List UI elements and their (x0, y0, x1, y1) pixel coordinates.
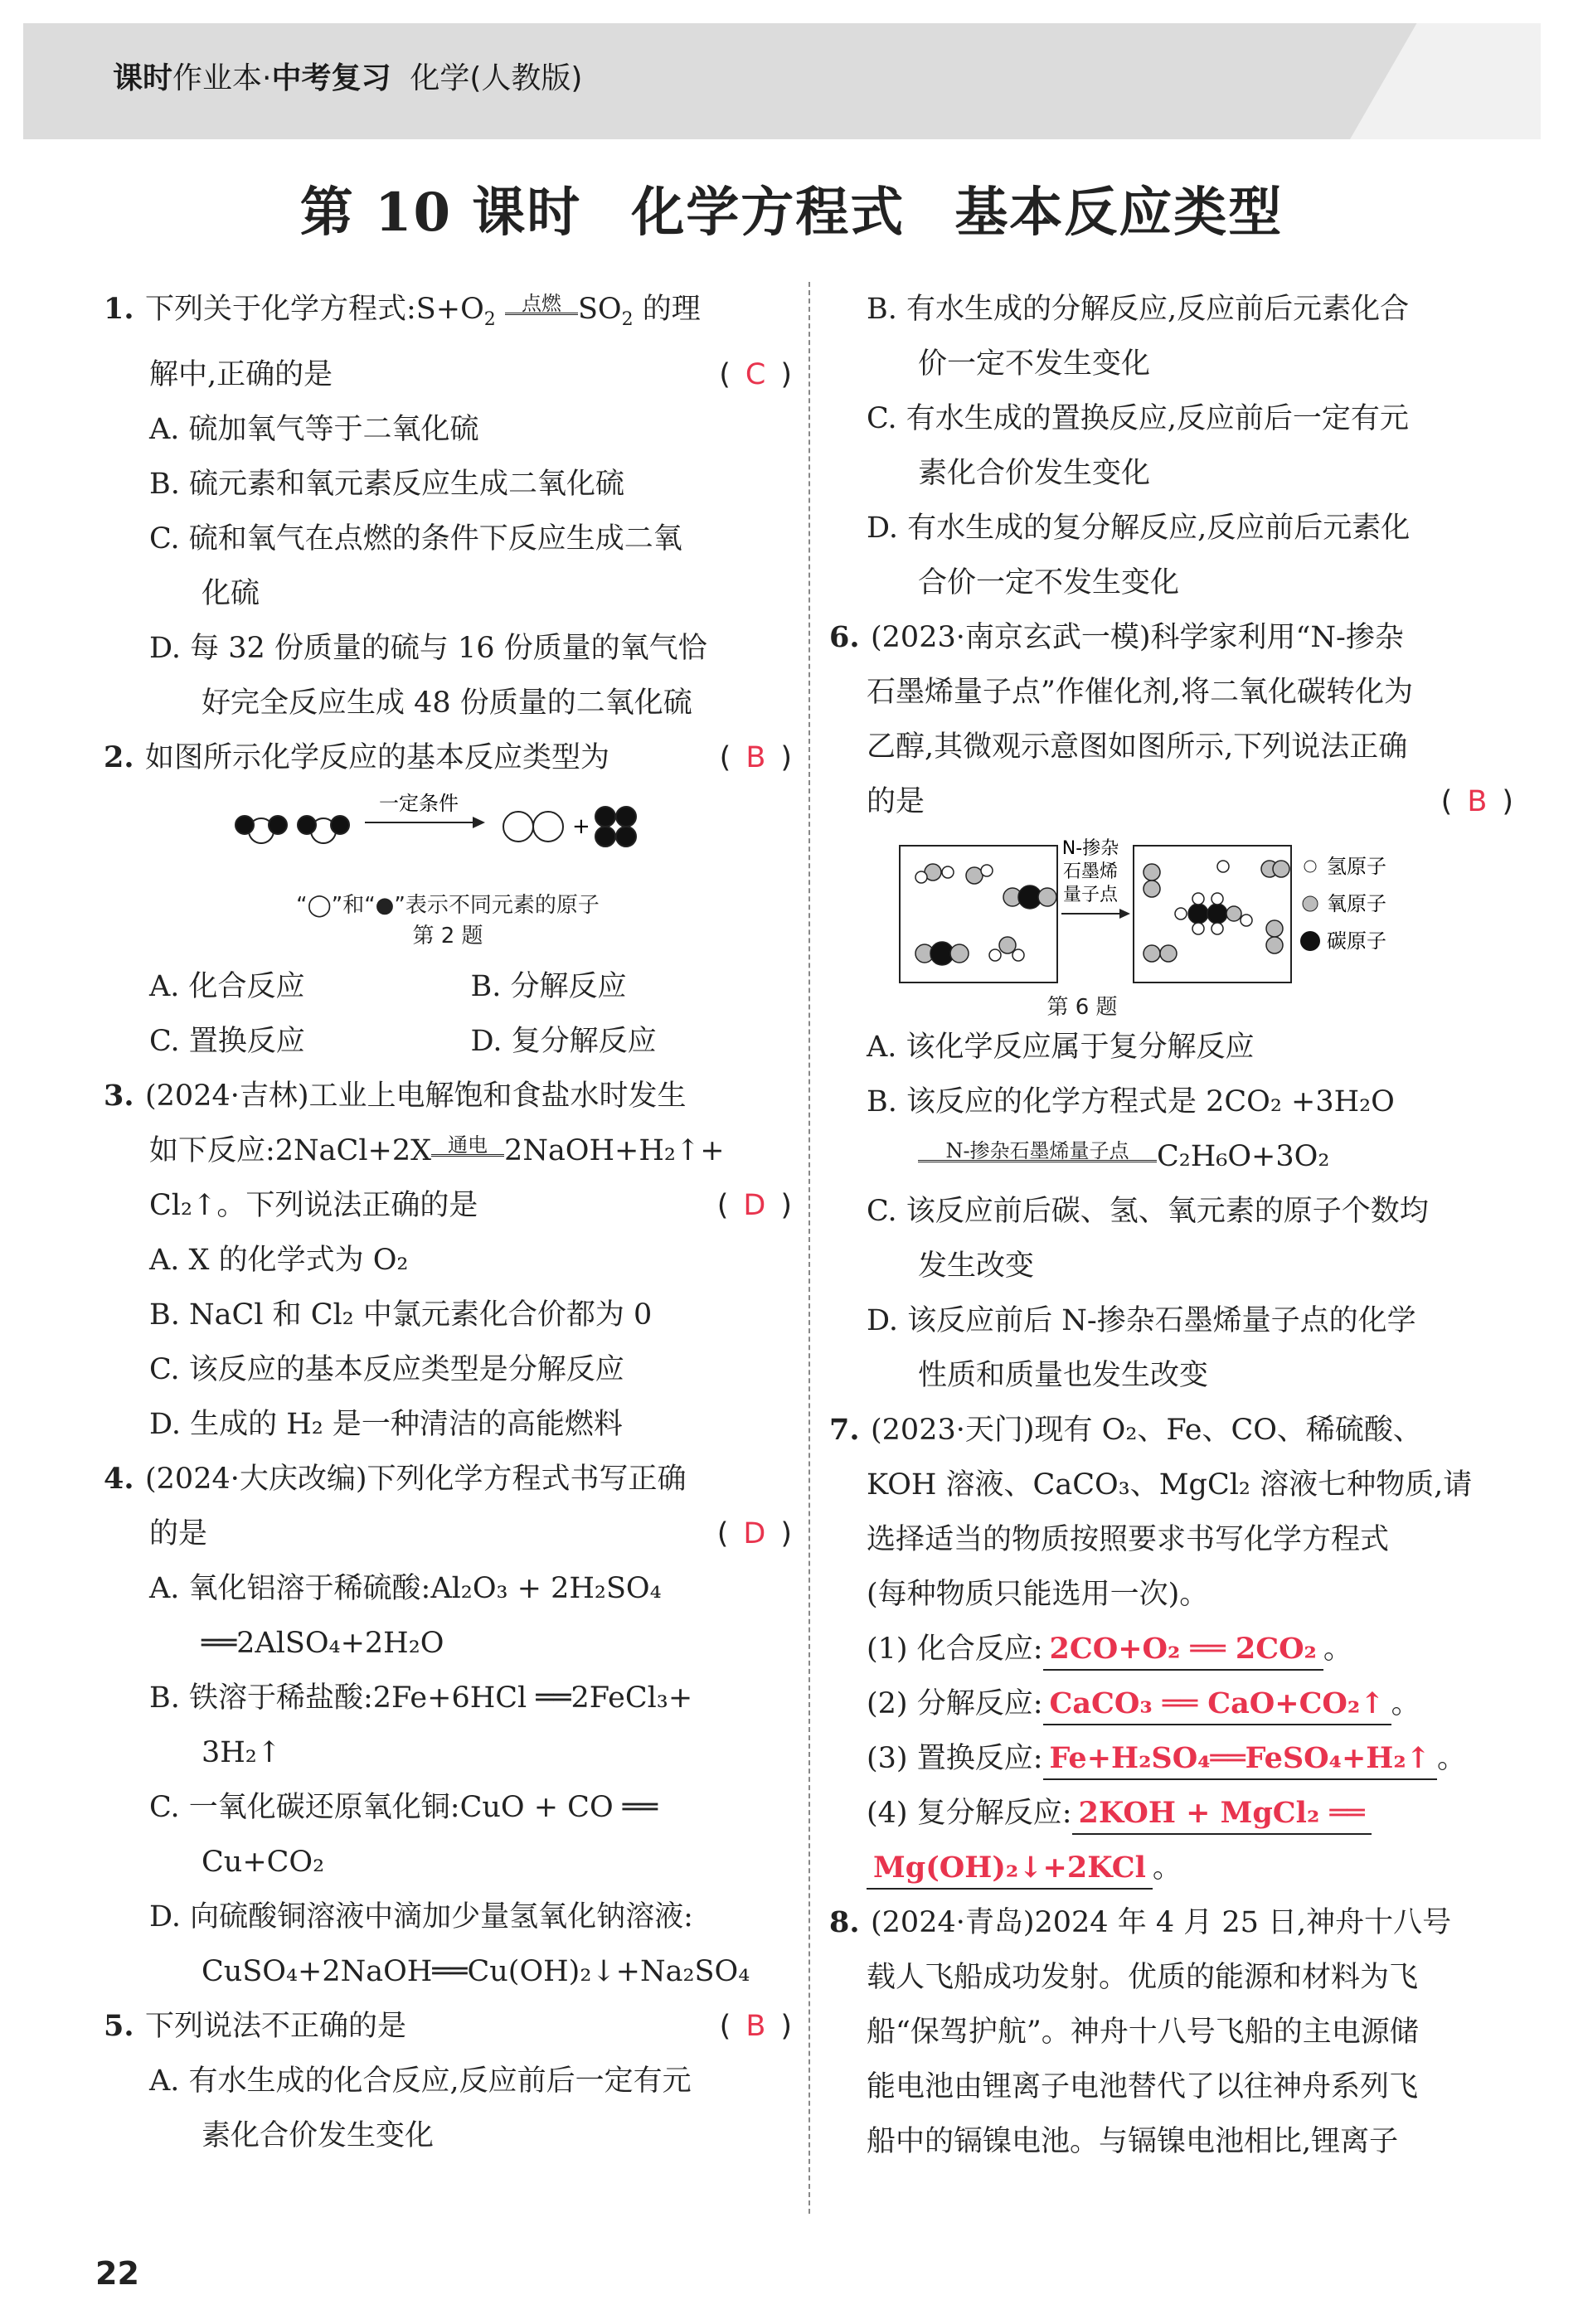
question-3-stem: 3. (2024·吉林)工业上电解饱和食盐水时发生 (104, 1079, 687, 1113)
answer-7-3: Fe+H₂SO₄══FeSO₄+H₂↑ (1043, 1739, 1438, 1780)
option: D. 每 32 份质量的硫与 16 份质量的氧气恰 (149, 632, 707, 665)
product-molecules (503, 807, 636, 847)
question-5-stem: 5. 下列说法不正确的是 ( B ) (104, 1999, 792, 2054)
question-2-stem: 2. 如图所示化学反应的基本反应类型为 ( B ) (104, 730, 792, 785)
question-1-stem: 1. 下列关于化学方程式$:S+O_2$ 点燃 $SO_2$ 的理 (104, 292, 701, 330)
answer-2: ( B ) (719, 741, 792, 774)
figure-2-caption: 第 2 题 (412, 924, 483, 949)
answer-3: ( D ) (716, 1189, 792, 1222)
figure-2-legend: “◯”和“●”表示不同元素的原子 (296, 893, 600, 918)
question-7-stem: 7. (2023·天门)现有 O₂、Fe、CO、稀硫酸、 (829, 1413, 1422, 1447)
answer-7-1: 2CO+O₂ ══ 2CO₂ (1043, 1629, 1323, 1671)
answer-7-4a: 2KOH + MgCl₂ ══ (1072, 1793, 1372, 1835)
page-number: 22 (95, 2255, 139, 2292)
header-decoration (1350, 23, 1541, 139)
option: C. 硫和氧气在点燃的条件下反应生成二氧 (149, 522, 682, 556)
option: A. 硫加氧气等于二氧化硫 (149, 413, 479, 446)
molecule-ab2 (236, 816, 349, 843)
figure-6-caption: 第 6 题 (1046, 995, 1118, 1020)
oxygen-legend-icon (1303, 896, 1318, 911)
answer-4: ( D ) (716, 1517, 792, 1550)
catalyst-line-2: 石墨烯 (1062, 861, 1119, 882)
right-column: B. 有水生成的分解反应,反应前后元素化合 价一定不发生变化 C. 有水生成的置换反应,反应前后一定有元 素化合价发生变化 D. 有水生成的复分解反应,反应前后元素化 合价一定不发生变化 6. (2023·南京玄武一模)科学家利用“N-掺杂 石墨烯量子点”作催化剂,将二氧化碳转化为 乙醇,其微观示意图如图所示,下列说法正确 的是 ( B ) N-掺杂 石墨烯 量子点 氢原子 氧原子 碳原子 第 6 题 A. 该化学反应属于复分解反应 B. 该反应的化学方程式是 2CO₂ +3H₂O N-掺杂石墨烯量子点 C₂H₆O+3O₂ C. 该反应前后碳、氢、氧元素的原子个数均 发生改变 D. 该反应前后 N-掺杂石墨烯量子点的化学 性质和质量也发生改变 7. (2023·天门)现有 O₂、Fe、CO、稀硫酸、 KOH 溶液、CaCO₃、MgCl₂ 溶液七种物质,请 选择适当的物质按照要求书写化学方程式 (每种物质只能选用一次)。 (1) 化合反应: 2CO+O₂ ══ 2CO₂ 。 (2) 分解反应: CaCO₃ ══ CaO+CO₂↑ 。 (3) 置换反应: Fe+H₂SO₄══FeSO₄+H₂↑ 。 (4) 复分解反应: 2KOH + MgCl₂ ══ Mg(OH)₂↓+2KCl 。 8. (2024·青岛)2024 年 4 月 25 日,神舟十八号 载人飞船成功发射。优质的能源和材料为飞 船“保驾护航”。神舟十八号飞船的主电源储 能电池由锂离子电池替代了以往神舟系列飞 船中的镉镍电池。与镉镍电池相比,锂离子 (829, 293, 1513, 2158)
carbon-legend-icon (1300, 931, 1320, 951)
legend-hydrogen: 氢原子 (1327, 855, 1386, 878)
subject: 化学(人教版) (410, 61, 583, 95)
answer-5: ( B ) (719, 2010, 792, 2043)
catalyst-line-3: 量子点 (1062, 885, 1119, 905)
legend-oxygen: 氧原子 (1327, 892, 1386, 915)
answer-7-4b: Mg(OH)₂↓+2KCl (867, 1848, 1153, 1890)
svg-text:+: + (572, 814, 590, 839)
page-title: 第 10 课时 化学方程式 基本反应类型 (299, 182, 1284, 244)
option: B. 硫元素和氧元素反应生成二氧化硫 (149, 468, 624, 501)
page-header (23, 23, 1541, 139)
hydrogen-legend-icon (1304, 861, 1316, 872)
catalyst-line-1: N-掺杂 (1061, 838, 1119, 859)
micro-diagram (867, 829, 1513, 987)
answer-7-2: CaCO₃ ══ CaO+CO₂↑ (1043, 1684, 1391, 1725)
reaction-diagram (104, 785, 792, 885)
legend-carbon: 碳原子 (1327, 929, 1386, 953)
question-4-stem: 4. (2024·大庆改编)下列化学方程式书写正确 (104, 1462, 687, 1496)
answer-1: ( C ) (719, 358, 792, 391)
question-8-stem: 8. (2024·青岛)2024 年 4 月 25 日,神舟十八号 (829, 1905, 1452, 1939)
book-title: 课时作业本·中考复习 化学(人教版) (113, 61, 583, 95)
figure-6 (867, 829, 1513, 1020)
column-divider (808, 282, 810, 2214)
figure-2 (104, 785, 792, 959)
question-6-stem: 6. (2023·南京玄武一模)科学家利用“N-掺杂 (829, 620, 1404, 654)
left-column: 1. 下列关于化学方程式$:S+O_2$ 点燃 $SO_2$ 的理 解中,正确的是 ( C ) A. 硫加氧气等于二氧化硫 B. 硫元素和氧元素反应生成二氧化硫 C. 硫和氧气在点燃的条件下反应生成二氧 化硫 D. 每 32 份质量的硫与 16 份质量的氧气恰 好完全反应生成 48 份质量的二氧化硫 2. 如图所示化学反应的基本反应类型为 ( B ) 一定条件 + “◯”和“●”表示不同元素的原子 第 2 题 A. 化合反应 B. 分解反应 C. 置换反应 D. 复分解反应 3. (2024·吉林)工业上电解饱和食盐水时发生 如下反应:2NaCl+2X 通电 2NaOH+H₂↑+ Cl₂↑。下列说法正确的是 ( D ) A. X 的化学式为 O₂ B. NaCl 和 Cl₂ 中氯元素化合价都为 0 C. 该反应的基本反应类型是分解反应 D. 生成的 H₂ 是一种清洁的高能燃料 4. (2024·大庆改编)下列化学方程式书写正确 的是 ( D ) A. 氧化铝溶于稀硫酸:Al₂O₃ + 2H₂SO₄ ══2AlSO₄+2H₂O B. 铁溶于稀盐酸:2Fe+6HCl ══2FeCl₃+ 3H₂↑ C. 一氧化碳还原氧化铜:CuO + CO ══ Cu+CO₂ D. 向硫酸铜溶液中滴加少量氢氧化钠溶液: CuSO₄+2NaOH══Cu(OH)₂↓+Na₂SO₄ 5. 下列说法不正确的是 ( B ) A. 有水生成的化合反应,反应前后一定有元 素化合价发生变化 (104, 282, 792, 2163)
condition-label: 一定条件 (379, 792, 459, 815)
answer-6: ( B ) (1440, 785, 1513, 818)
